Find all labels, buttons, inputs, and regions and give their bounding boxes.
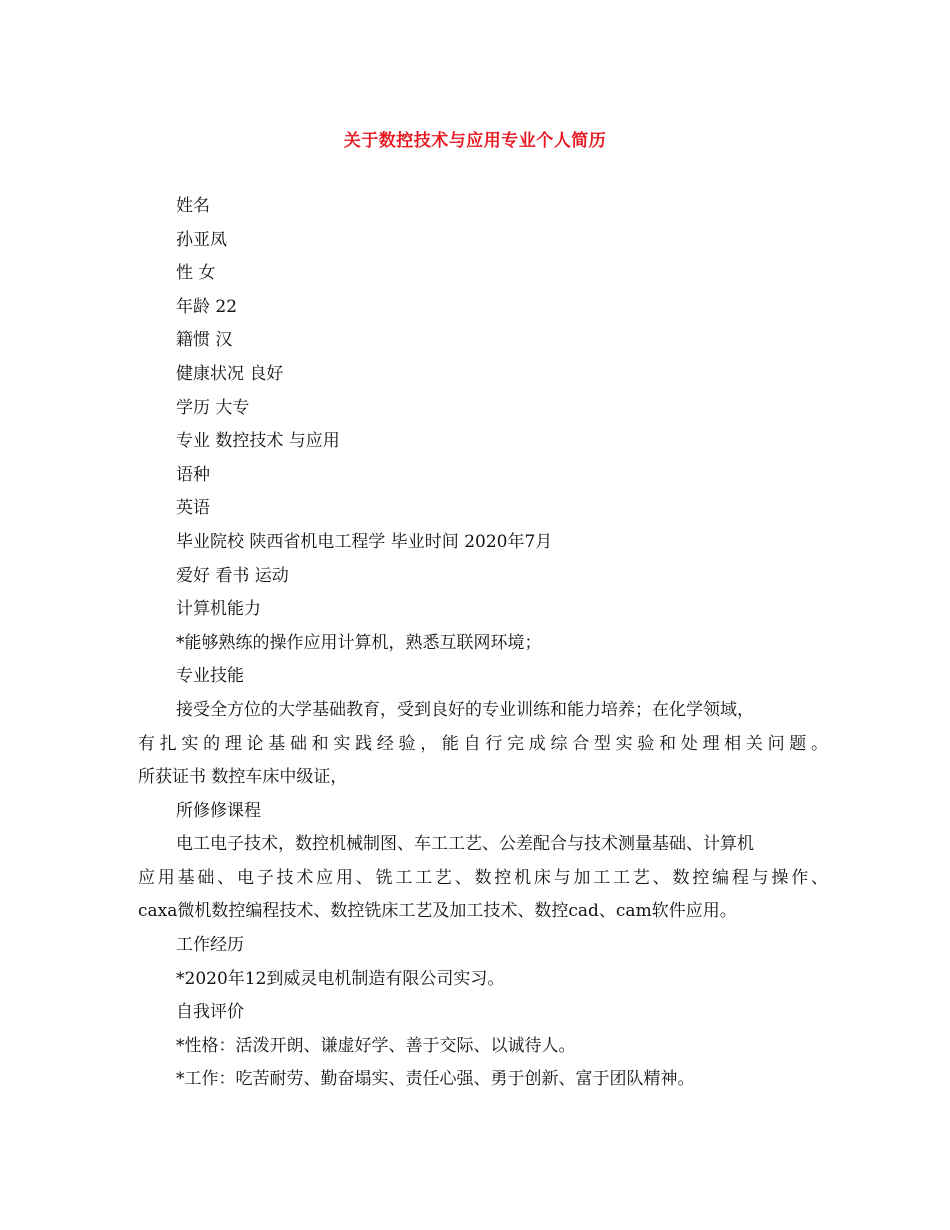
field-education: 学历 大专 bbox=[176, 397, 250, 418]
field-origin: 籍惯 汉 bbox=[176, 330, 233, 351]
section-professional-skills-heading: 专业技能 bbox=[176, 666, 244, 687]
section-work-experience-heading: 工作经历 bbox=[176, 935, 244, 956]
field-certificates: 所获证书 数控车床中级证， bbox=[138, 767, 348, 788]
field-age: 年龄 22 bbox=[176, 296, 238, 317]
self-evaluation-work: *工作：吃苦耐劳、勤奋塌实、责任心强、勇于创新、富于团队精神。 bbox=[176, 1069, 695, 1090]
self-evaluation-personality: *性格：活泼开朗、谦虚好学、善于交际、以诚待人。 bbox=[176, 1035, 576, 1056]
professional-skills-paragraph-line-2: 有扎实的理论基础和实践经验，能自行完成综合型实验和处理相关问题。 bbox=[138, 733, 828, 754]
work-experience-item: *2020年12到威灵电机制造有限公司实习。 bbox=[176, 968, 505, 989]
document-body bbox=[138, 190, 828, 1097]
field-name-value: 孙亚凤 bbox=[176, 229, 227, 250]
section-computer-skills-heading: 计算机能力 bbox=[176, 599, 261, 620]
field-gender: 性 女 bbox=[176, 263, 216, 284]
section-self-evaluation-heading: 自我评价 bbox=[176, 1002, 244, 1023]
field-school-graduation: 毕业院校 陕西省机电工程学 毕业时间 2020年7月 bbox=[176, 531, 553, 552]
field-name-label: 姓名 bbox=[176, 196, 210, 216]
field-language-value: 英语 bbox=[176, 498, 210, 519]
field-health: 健康状况 良好 bbox=[176, 363, 284, 384]
courses-paragraph-line-2: 应用基础、电子技术应用、铣工工艺、数控机床与加工工艺、数控编程与操作、 bbox=[138, 867, 828, 888]
field-language-label: 语种 bbox=[176, 464, 210, 485]
courses-paragraph-line-3: caxa微机数控编程技术、数控铣床工艺及加工技术、数控cad、cam软件应用。 bbox=[138, 901, 737, 922]
field-hobbies: 爱好 看书 运动 bbox=[176, 565, 289, 586]
courses-paragraph-line-1: 电工电子技术，数控机械制图、车工工艺、公差配合与技术测量基础、计算机 bbox=[176, 834, 754, 855]
professional-skills-paragraph-line-1: 接受全方位的大学基础教育，受到良好的专业训练和能力培养；在化学领域， bbox=[176, 699, 754, 720]
computer-skills-item: *能够熟练的操作应用计算机，熟悉互联网环境； bbox=[176, 632, 542, 653]
field-major: 专业 数控技术 与应用 bbox=[176, 431, 340, 452]
section-courses-heading: 所修修课程 bbox=[176, 800, 261, 821]
document-title: 关于数控技术与应用专业个人简历 bbox=[343, 131, 607, 151]
